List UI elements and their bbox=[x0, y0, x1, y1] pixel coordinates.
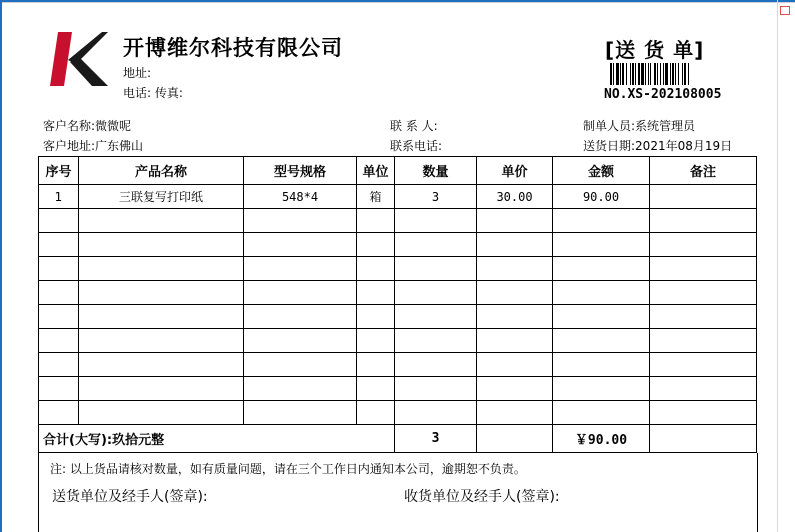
cell-quantity bbox=[395, 401, 477, 425]
header-remark: 备注 bbox=[650, 157, 757, 185]
receiver-signature: 收货单位及经手人(签章): bbox=[404, 489, 560, 505]
cell-model bbox=[244, 233, 357, 257]
total-remark-empty bbox=[650, 425, 757, 453]
customer-address bbox=[43, 137, 143, 154]
header-quantity: 数量 bbox=[395, 157, 477, 185]
cell-remark bbox=[650, 209, 757, 233]
total-label: 合计(大写):玖拾元整 bbox=[39, 425, 395, 453]
cell-amount bbox=[553, 305, 650, 329]
company-logo bbox=[46, 30, 108, 88]
cell-price bbox=[477, 353, 553, 377]
header-unit: 单位 bbox=[357, 157, 395, 185]
table-row bbox=[39, 401, 757, 425]
delivery-date-label: 送货日期: bbox=[583, 139, 636, 153]
cell-index bbox=[39, 233, 79, 257]
cell-remark bbox=[650, 329, 757, 353]
cell-amount bbox=[553, 209, 650, 233]
cell-price bbox=[477, 281, 553, 305]
header-model: 型号规格 bbox=[244, 157, 357, 185]
cell-quantity bbox=[395, 281, 477, 305]
document-title: [送 货 单] bbox=[605, 38, 705, 62]
contact-phone-label: 联系电话: bbox=[390, 139, 443, 153]
footer-right-border bbox=[757, 453, 758, 532]
cell-index bbox=[39, 281, 79, 305]
cell-unit bbox=[357, 281, 395, 305]
cell-unit: 箱 bbox=[357, 185, 395, 209]
delivery-date bbox=[583, 137, 732, 154]
cell-model bbox=[244, 329, 357, 353]
cell-unit bbox=[357, 401, 395, 425]
cell-quantity bbox=[395, 329, 477, 353]
table-row bbox=[39, 185, 757, 209]
cell-remark bbox=[650, 233, 757, 257]
cell-price bbox=[477, 209, 553, 233]
footer-left-border bbox=[38, 453, 39, 532]
table-row bbox=[39, 209, 757, 233]
cell-remark bbox=[650, 305, 757, 329]
contact-person-label: 联 系 人: bbox=[390, 119, 438, 133]
total-row bbox=[39, 425, 757, 453]
cell-product bbox=[79, 377, 244, 401]
customer-name-value: 微微呢 bbox=[95, 119, 132, 133]
header-amount: 金额 bbox=[553, 157, 650, 185]
cell-unit bbox=[357, 305, 395, 329]
cell-model bbox=[244, 209, 357, 233]
contact-phone bbox=[390, 137, 442, 154]
total-quantity: 3 bbox=[395, 425, 477, 453]
table-row bbox=[39, 233, 757, 257]
cell-model bbox=[244, 257, 357, 281]
cell-product bbox=[79, 233, 244, 257]
header-index: 序号 bbox=[39, 157, 79, 185]
cell-amount: 90.00 bbox=[553, 185, 650, 209]
cell-model bbox=[244, 353, 357, 377]
cell-price bbox=[477, 305, 553, 329]
cell-amount bbox=[553, 401, 650, 425]
cell-index: 1 bbox=[39, 185, 79, 209]
cell-product: 三联复写打印纸 bbox=[79, 185, 244, 209]
cell-remark bbox=[650, 281, 757, 305]
cell-price bbox=[477, 401, 553, 425]
table-row bbox=[39, 305, 757, 329]
cell-model bbox=[244, 401, 357, 425]
total-amount: ￥90.00 bbox=[553, 425, 650, 453]
cell-model: 548*4 bbox=[244, 185, 357, 209]
customer-address-label: 客户地址: bbox=[43, 139, 96, 153]
cell-product bbox=[79, 353, 244, 377]
cell-index bbox=[39, 257, 79, 281]
cell-remark bbox=[650, 185, 757, 209]
close-icon[interactable] bbox=[780, 6, 790, 15]
company-phone-fax: 电话: 传真: bbox=[123, 86, 183, 100]
cell-quantity bbox=[395, 209, 477, 233]
cell-unit bbox=[357, 329, 395, 353]
table-row bbox=[39, 329, 757, 353]
company-name: 开博维尔科技有限公司 bbox=[123, 36, 343, 60]
cell-unit bbox=[357, 377, 395, 401]
cell-product bbox=[79, 305, 244, 329]
cell-quantity bbox=[395, 233, 477, 257]
cell-quantity bbox=[395, 305, 477, 329]
table-row bbox=[39, 281, 757, 305]
cell-remark bbox=[650, 353, 757, 377]
customer-name-label: 客户名称: bbox=[43, 119, 96, 133]
cell-index bbox=[39, 377, 79, 401]
document-number: NO.XS-202108005 bbox=[604, 87, 722, 102]
table-row bbox=[39, 353, 757, 377]
cell-unit bbox=[357, 233, 395, 257]
contact-person bbox=[390, 117, 438, 134]
cell-quantity bbox=[395, 377, 477, 401]
cell-product bbox=[79, 257, 244, 281]
cell-price: 30.00 bbox=[477, 185, 553, 209]
top-divider bbox=[2, 2, 795, 3]
page-edge-divider bbox=[777, 0, 778, 532]
cell-quantity bbox=[395, 257, 477, 281]
table-row bbox=[39, 257, 757, 281]
cell-quantity bbox=[395, 353, 477, 377]
cell-remark bbox=[650, 257, 757, 281]
cell-price bbox=[477, 377, 553, 401]
cell-amount bbox=[553, 233, 650, 257]
cell-index bbox=[39, 329, 79, 353]
window-left-border bbox=[0, 0, 2, 532]
company-address: 地址: bbox=[123, 66, 152, 80]
sender-signature: 送货单位及经手人(签章): bbox=[52, 489, 208, 505]
header-product: 产品名称 bbox=[79, 157, 244, 185]
cell-amount bbox=[553, 353, 650, 377]
cell-quantity: 3 bbox=[395, 185, 477, 209]
maker bbox=[583, 117, 695, 134]
cell-index bbox=[39, 305, 79, 329]
cell-index bbox=[39, 353, 79, 377]
cell-product bbox=[79, 281, 244, 305]
maker-label: 制单人员: bbox=[583, 119, 636, 133]
customer-name bbox=[43, 117, 131, 134]
cell-model bbox=[244, 305, 357, 329]
cell-model bbox=[244, 281, 357, 305]
table-row bbox=[39, 377, 757, 401]
cell-amount bbox=[553, 377, 650, 401]
cell-unit bbox=[357, 209, 395, 233]
cell-model bbox=[244, 377, 357, 401]
cell-amount bbox=[553, 257, 650, 281]
cell-index bbox=[39, 209, 79, 233]
delivery-table bbox=[38, 156, 757, 453]
total-price-empty bbox=[477, 425, 553, 453]
cell-amount bbox=[553, 281, 650, 305]
cell-unit bbox=[357, 353, 395, 377]
delivery-date-value: 2021年08月19日 bbox=[635, 139, 733, 153]
table-header-row bbox=[39, 157, 757, 185]
cell-price bbox=[477, 329, 553, 353]
cell-index bbox=[39, 401, 79, 425]
cell-remark bbox=[650, 401, 757, 425]
cell-price bbox=[477, 233, 553, 257]
cell-product bbox=[79, 401, 244, 425]
cell-price bbox=[477, 257, 553, 281]
cell-remark bbox=[650, 377, 757, 401]
cell-product bbox=[79, 329, 244, 353]
customer-address-value: 广东佛山 bbox=[95, 139, 144, 153]
header-price: 单价 bbox=[477, 157, 553, 185]
barcode bbox=[610, 63, 734, 85]
footer-note: 注: 以上货品请核对数量，如有质量问题，请在三个工作日内通知本公司，逾期恕不负责。 bbox=[50, 462, 526, 476]
cell-amount bbox=[553, 329, 650, 353]
cell-product bbox=[79, 209, 244, 233]
cell-unit bbox=[357, 257, 395, 281]
maker-value: 系统管理员 bbox=[635, 119, 696, 133]
